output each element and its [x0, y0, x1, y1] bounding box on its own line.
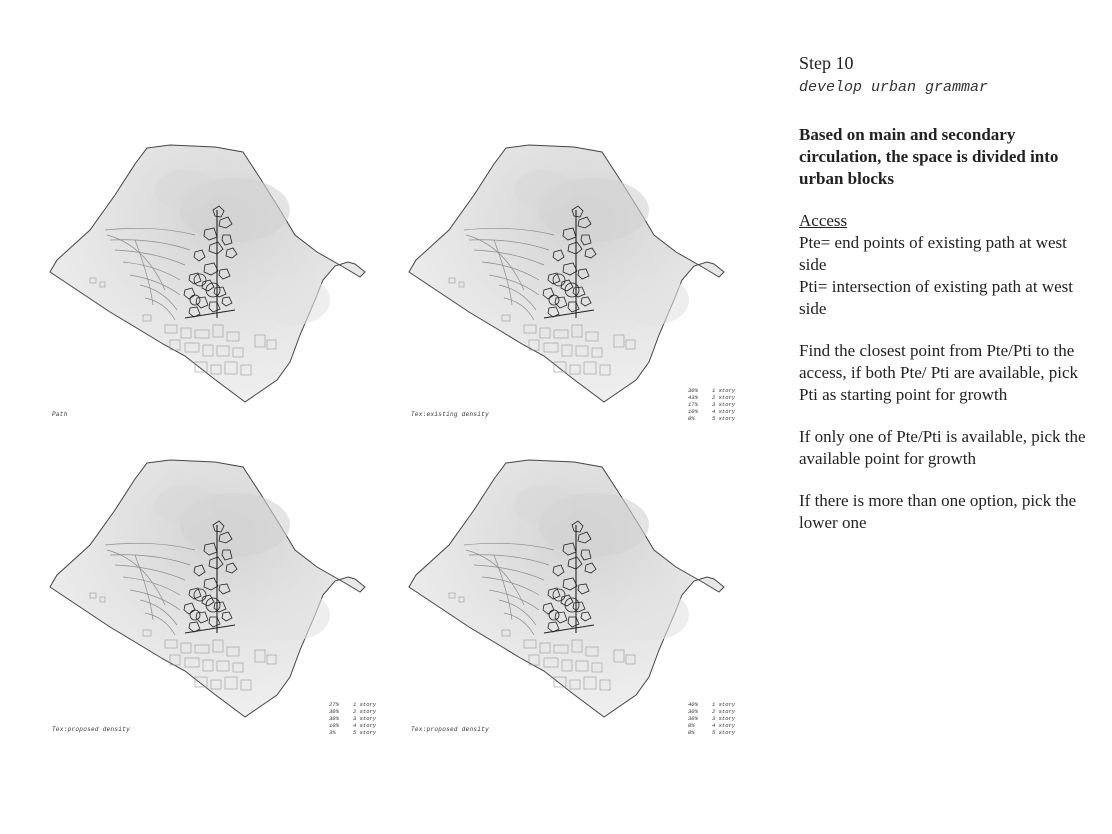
intro-text: Based on main and secondary circulation, the space is divided into urban blocks: [799, 125, 1059, 188]
legend-percent: 27%: [329, 701, 339, 708]
legend-row: [688, 715, 735, 722]
legend-row: [329, 708, 376, 715]
description-panel: [799, 52, 1089, 534]
legend-row: [688, 708, 735, 715]
legend-percent: 30%: [688, 387, 698, 394]
rule-single-available: If only one of Pte/Pti is available, pick the available point for growth: [799, 427, 1086, 468]
legend-story-label: 5 story: [353, 729, 377, 736]
legend-story-label: 1 story: [712, 387, 736, 394]
legend-row: [688, 415, 735, 422]
legend-percent: 30%: [688, 708, 698, 715]
map-panel-existing-density: [404, 140, 734, 460]
legend-story-label: 3 story: [712, 401, 736, 408]
legend-story-label: 5 story: [712, 415, 736, 422]
legend-row: [688, 701, 735, 708]
legend-percent: 0%: [688, 415, 695, 422]
access-heading: Access: [799, 211, 848, 230]
rule-multiple-options: If there is more than one option, pick the lower one: [799, 491, 1077, 532]
rule-closest-point: Find the closest point from Pte/Pti to the access, if both Pte/ Pti are available, pick Pti as starting point for growth: [799, 341, 1078, 404]
legend-row: [688, 401, 735, 408]
map-caption: Tex:existing density: [411, 411, 490, 418]
legend-percent: 17%: [688, 401, 698, 408]
step-subtitle: develop urban grammar: [799, 79, 989, 96]
legend-story-label: 5 story: [712, 729, 736, 736]
legend-row: [688, 408, 735, 415]
map-panel-proposed-density-2: [404, 455, 734, 775]
legend-percent: 0%: [688, 729, 695, 736]
legend-row: [688, 722, 735, 729]
legend-story-label: 2 story: [712, 708, 736, 715]
map-panel-path: [45, 140, 375, 460]
legend-percent: 3%: [329, 729, 336, 736]
legend-percent: 30%: [688, 715, 698, 722]
legend-story-label: 1 story: [353, 701, 377, 708]
legend-story-label: 2 story: [712, 394, 736, 401]
legend-row: [688, 729, 735, 736]
legend-story-label: 4 story: [712, 408, 736, 415]
legend-percent: 43%: [688, 394, 698, 401]
pti-definition: Pti= intersection of existing path at west side: [799, 277, 1073, 318]
legend-row: [329, 722, 376, 729]
legend-row: [688, 387, 735, 394]
step-title: Step 10: [799, 53, 854, 73]
map-caption: Tex:proposed density: [411, 726, 490, 733]
density-legend: [688, 387, 735, 422]
legend-story-label: 3 story: [353, 715, 377, 722]
legend-percent: 10%: [688, 408, 698, 415]
legend-percent: 30%: [329, 708, 339, 715]
map-caption: Tex:proposed density: [52, 726, 131, 733]
legend-story-label: 4 story: [353, 722, 377, 729]
map-caption: Path: [52, 411, 68, 418]
legend-story-label: 3 story: [712, 715, 736, 722]
map-panel-proposed-density-1: [45, 455, 375, 775]
legend-row: [329, 729, 376, 736]
legend-story-label: 2 story: [353, 708, 377, 715]
legend-percent: 0%: [688, 722, 695, 729]
pte-definition: Pte= end points of existing path at west side: [799, 233, 1067, 274]
density-legend: [329, 701, 376, 736]
legend-percent: 40%: [688, 701, 698, 708]
legend-row: [329, 715, 376, 722]
density-legend: [688, 701, 735, 736]
legend-percent: 10%: [329, 722, 339, 729]
legend-percent: 30%: [329, 715, 339, 722]
legend-row: [688, 394, 735, 401]
legend-story-label: 1 story: [712, 701, 736, 708]
legend-story-label: 4 story: [712, 722, 736, 729]
legend-row: [329, 701, 376, 708]
